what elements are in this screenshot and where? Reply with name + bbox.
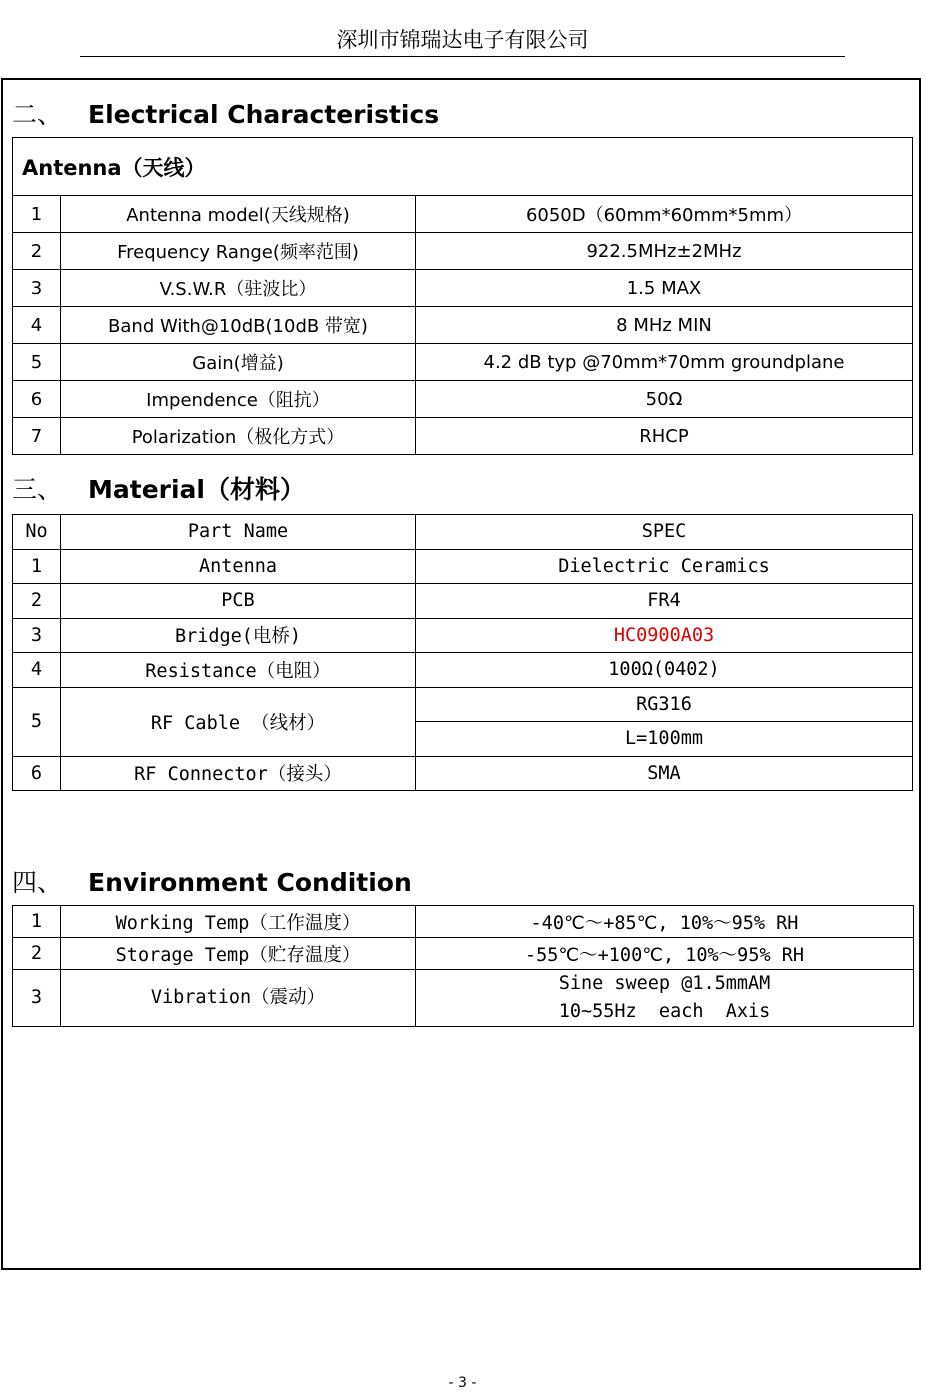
spec-cell: SMA [416, 756, 913, 791]
table-row [13, 756, 913, 791]
table-row [13, 418, 913, 455]
condition-name-cell: Vibration（震动） [61, 970, 416, 1027]
row-number: 2 [13, 938, 61, 970]
header-part-name: Part Name [61, 515, 416, 550]
part-name-cell: Antenna [61, 549, 416, 584]
table-row [13, 906, 914, 938]
table-row [13, 270, 913, 307]
table-row [13, 381, 913, 418]
row-number: 6 [13, 381, 61, 418]
param-cell: Polarization（极化方式） [61, 418, 416, 455]
value-cell: 922.5MHz±2MHz [416, 233, 913, 270]
material-table [12, 514, 913, 791]
antenna-caption: Antenna（天线） [13, 138, 913, 196]
row-number: 2 [13, 233, 61, 270]
section-number: 二、 [12, 100, 63, 129]
value-line-1: Sine sweep @1.5mmAM [558, 973, 771, 994]
section-label: Environment Condition [88, 868, 412, 897]
condition-name-cell: Storage Temp（贮存温度） [61, 938, 416, 970]
table-row [13, 687, 913, 722]
param-cell: Frequency Range(频率范围) [61, 233, 416, 270]
row-number: 2 [13, 584, 61, 619]
table-header-row [13, 515, 913, 550]
table-row [13, 653, 913, 688]
table-row [13, 307, 913, 344]
table-row [13, 618, 913, 653]
spec-cell: RG316 [416, 687, 913, 722]
page-number: - 3 - [448, 1375, 477, 1391]
table-row [13, 549, 913, 584]
table-row [13, 584, 913, 619]
table-row [13, 938, 914, 970]
value-cell: 4.2 dB typ @70mm*70mm groundplane [416, 344, 913, 381]
row-number: 1 [13, 196, 61, 233]
condition-value-cell: -55℃～+100℃, 10%～95% RH [416, 938, 914, 970]
row-number: 3 [13, 618, 61, 653]
table-row [13, 344, 913, 381]
spec-cell: Dielectric Ceramics [416, 549, 913, 584]
row-number: 6 [13, 756, 61, 791]
part-name-cell: RF Connector（接头） [61, 756, 416, 791]
part-name-cell: Bridge(电桥) [61, 618, 416, 653]
section-label: Electrical Characteristics [88, 100, 440, 129]
section-title-material [12, 470, 305, 506]
section-number: 三、 [12, 475, 63, 504]
table-row [13, 233, 913, 270]
row-number: 1 [13, 549, 61, 584]
param-cell: Band With@10dB(10dB 带宽) [61, 307, 416, 344]
condition-name-cell: Working Temp（工作温度） [61, 906, 416, 938]
spec-cell: FR4 [416, 584, 913, 619]
param-cell: V.S.W.R（驻波比） [61, 270, 416, 307]
param-cell: Gain(增益) [61, 344, 416, 381]
value-cell: 6050D（60mm*60mm*5mm） [416, 196, 913, 233]
row-number: 4 [13, 307, 61, 344]
row-number: 7 [13, 418, 61, 455]
value-cell: 1.5 MAX [416, 270, 913, 307]
spec-cell: L=100mm [416, 722, 913, 757]
value-cell: 50Ω [416, 381, 913, 418]
spec-cell: 100Ω(0402) [416, 653, 913, 688]
header-no: No [13, 515, 61, 550]
condition-value-cell [416, 970, 914, 1027]
company-header: 深圳市锦瑞达电子有限公司 [336, 28, 589, 52]
part-name-cell: Resistance（电阻） [61, 653, 416, 688]
param-cell: Antenna model(天线规格) [61, 196, 416, 233]
antenna-table [12, 137, 913, 455]
row-number: 1 [13, 906, 61, 938]
row-number: 5 [13, 344, 61, 381]
row-number: 5 [13, 687, 61, 756]
spec-cell-highlight: HC0900A03 [416, 618, 913, 653]
section-title-environment [12, 863, 412, 899]
value-cell: 8 MHz MIN [416, 307, 913, 344]
part-name-cell: RF Cable （线材） [61, 687, 416, 756]
table-row [13, 970, 914, 1027]
table-caption-row [13, 138, 913, 196]
row-number: 4 [13, 653, 61, 688]
param-cell: Impendence（阻抗） [61, 381, 416, 418]
row-number: 3 [13, 270, 61, 307]
section-number: 四、 [12, 868, 63, 897]
condition-value-cell: -40℃～+85℃, 10%～95% RH [416, 906, 914, 938]
row-number: 3 [13, 970, 61, 1027]
table-row [13, 196, 913, 233]
value-cell: RHCP [416, 418, 913, 455]
value-line-2: 10~55Hz each Axis [558, 1001, 771, 1022]
section-label: Material（材料） [88, 475, 305, 504]
header-rule [80, 56, 845, 57]
environment-table [12, 905, 914, 1027]
part-name-cell: PCB [61, 584, 416, 619]
section-title-electrical [12, 95, 439, 131]
header-spec: SPEC [416, 515, 913, 550]
